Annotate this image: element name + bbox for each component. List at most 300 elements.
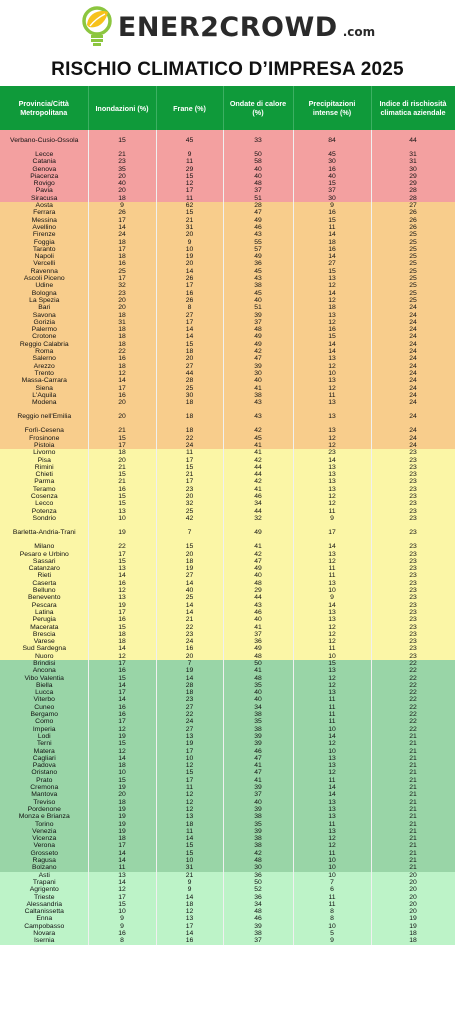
cell-risk-index: 23: [371, 631, 455, 638]
cell-heatwaves: 34: [223, 500, 293, 507]
cell-heavy-rain: 13: [293, 828, 371, 835]
cell-heatwaves: 50: [223, 660, 293, 667]
cell-floods: 12: [88, 587, 156, 594]
cell-risk-index: 22: [371, 689, 455, 696]
cell-heavy-rain: 9: [293, 515, 371, 522]
cell-floods: 16: [88, 392, 156, 399]
cell-heavy-rain: 13: [293, 464, 371, 471]
cell-heavy-rain: 11: [293, 696, 371, 703]
cell-risk-index: 20: [371, 879, 455, 886]
cell-landslides: 20: [156, 231, 223, 238]
cell-landslides: 12: [156, 791, 223, 798]
table-row: [0, 791, 455, 798]
cell-province: Gorizia: [0, 319, 88, 326]
cell-heavy-rain: 12: [293, 682, 371, 689]
cell-landslides: 11: [156, 158, 223, 165]
cell-heavy-rain: 16: [293, 209, 371, 216]
cell-province: Pescara: [0, 602, 88, 609]
cell-heavy-rain: 12: [293, 624, 371, 631]
cell-heatwaves: 37: [223, 631, 293, 638]
table-row: [0, 675, 455, 682]
table-row: [0, 828, 455, 835]
cell-floods: 19: [88, 821, 156, 828]
table-row: [0, 872, 455, 879]
cell-risk-index: 23: [371, 580, 455, 587]
cell-floods: 9: [88, 923, 156, 930]
cell-landslides: 17: [156, 319, 223, 326]
cell-province: Rieti: [0, 572, 88, 579]
cell-floods: 13: [88, 872, 156, 879]
cell-landslides: 14: [156, 930, 223, 937]
cell-heavy-rain: 13: [293, 312, 371, 319]
cell-risk-index: 20: [371, 872, 455, 879]
cell-landslides: 13: [156, 915, 223, 922]
table-row: [0, 363, 455, 370]
cell-heatwaves: 39: [223, 828, 293, 835]
table-row: [0, 638, 455, 645]
table-row: [0, 187, 455, 194]
lightbulb-leaf-icon: [80, 5, 114, 49]
cell-floods: 19: [88, 813, 156, 820]
cell-landslides: 16: [156, 290, 223, 297]
header-landslides: Frane (%): [156, 86, 223, 130]
cell-landslides: 27: [156, 726, 223, 733]
cell-landslides: 24: [156, 442, 223, 449]
cell-province: Mantova: [0, 791, 88, 798]
cell-heavy-rain: 13: [293, 689, 371, 696]
cell-landslides: 24: [156, 718, 223, 725]
cell-heatwaves: 39: [223, 312, 293, 319]
cell-heatwaves: 44: [223, 464, 293, 471]
cell-landslides: 9: [156, 879, 223, 886]
cell-province: Pesaro e Urbino: [0, 551, 88, 558]
cell-province: Viterbo: [0, 696, 88, 703]
cell-floods: 22: [88, 348, 156, 355]
cell-heatwaves: 47: [223, 355, 293, 362]
cell-risk-index: 23: [371, 500, 455, 507]
cell-province: Ragusa: [0, 857, 88, 864]
cell-risk-index: 21: [371, 769, 455, 776]
cell-heavy-rain: 37: [293, 187, 371, 194]
cell-heavy-rain: 14: [293, 543, 371, 550]
cell-floods: 9: [88, 202, 156, 209]
table-row: [0, 399, 455, 406]
table-row: [0, 631, 455, 638]
cell-heatwaves: 46: [223, 748, 293, 755]
cell-floods: 16: [88, 616, 156, 623]
cell-landslides: 12: [156, 806, 223, 813]
table-row: [0, 704, 455, 711]
table-row: [0, 435, 455, 442]
cell-heavy-rain: 30: [293, 195, 371, 202]
cell-landslides: 40: [156, 587, 223, 594]
cell-heatwaves: 33: [223, 130, 293, 151]
cell-province: Alessandria: [0, 901, 88, 908]
cell-heavy-rain: 12: [293, 842, 371, 849]
table-row: [0, 312, 455, 319]
table-row: [0, 565, 455, 572]
table-row: [0, 886, 455, 893]
cell-risk-index: 19: [371, 923, 455, 930]
cell-province: Bologna: [0, 290, 88, 297]
cell-landslides: 19: [156, 565, 223, 572]
cell-heavy-rain: 16: [293, 166, 371, 173]
cell-heatwaves: 49: [223, 253, 293, 260]
cell-landslides: 30: [156, 392, 223, 399]
cell-heavy-rain: 16: [293, 326, 371, 333]
table-row: [0, 748, 455, 755]
cell-heatwaves: 47: [223, 558, 293, 565]
cell-province: Sud Sardegna: [0, 645, 88, 652]
cell-province: Caltanissetta: [0, 908, 88, 915]
cell-landslides: 21: [156, 872, 223, 879]
cell-floods: 16: [88, 930, 156, 937]
cell-risk-index: 22: [371, 726, 455, 733]
cell-floods: 19: [88, 602, 156, 609]
cell-floods: 15: [88, 435, 156, 442]
cell-heavy-rain: 13: [293, 806, 371, 813]
cell-floods: 11: [88, 864, 156, 871]
cell-risk-index: 22: [371, 718, 455, 725]
cell-risk-index: 18: [371, 930, 455, 937]
cell-heavy-rain: 13: [293, 799, 371, 806]
cell-province: Grosseto: [0, 850, 88, 857]
cell-province: Torino: [0, 821, 88, 828]
cell-heavy-rain: 12: [293, 769, 371, 776]
cell-heatwaves: 40: [223, 377, 293, 384]
cell-risk-index: 25: [371, 275, 455, 282]
cell-floods: 9: [88, 915, 156, 922]
cell-province: Vercelli: [0, 260, 88, 267]
cell-province: Agrigento: [0, 886, 88, 893]
cell-risk-index: 21: [371, 733, 455, 740]
cell-risk-index: 24: [371, 355, 455, 362]
cell-province: La Spezia: [0, 297, 88, 304]
table-row: [0, 195, 455, 202]
cell-floods: 26: [88, 209, 156, 216]
cell-landslides: 25: [156, 594, 223, 601]
cell-risk-index: 24: [371, 370, 455, 377]
table-row: [0, 660, 455, 667]
table-row: [0, 653, 455, 660]
cell-heatwaves: 40: [223, 572, 293, 579]
cell-risk-index: 24: [371, 326, 455, 333]
table-row: [0, 850, 455, 857]
cell-risk-index: 23: [371, 594, 455, 601]
cell-province: Lodi: [0, 733, 88, 740]
cell-floods: 18: [88, 253, 156, 260]
cell-floods: 18: [88, 631, 156, 638]
cell-heatwaves: 35: [223, 682, 293, 689]
cell-heavy-rain: 14: [293, 290, 371, 297]
cell-floods: 17: [88, 609, 156, 616]
cell-risk-index: 23: [371, 515, 455, 522]
cell-province: Rimini: [0, 464, 88, 471]
cell-heatwaves: 36: [223, 260, 293, 267]
cell-floods: 15: [88, 624, 156, 631]
cell-floods: 18: [88, 333, 156, 340]
cell-risk-index: 24: [371, 406, 455, 427]
table-row: [0, 667, 455, 674]
cell-risk-index: 24: [371, 363, 455, 370]
cell-floods: 22: [88, 543, 156, 550]
cell-landslides: 45: [156, 130, 223, 151]
cell-heatwaves: 52: [223, 886, 293, 893]
cell-province: Pisa: [0, 457, 88, 464]
cell-heavy-rain: 13: [293, 377, 371, 384]
table-row: [0, 151, 455, 158]
cell-floods: 20: [88, 187, 156, 194]
cell-risk-index: 21: [371, 784, 455, 791]
cell-province: Treviso: [0, 799, 88, 806]
cell-heavy-rain: 13: [293, 551, 371, 558]
table-row: [0, 923, 455, 930]
cell-province: Reggio Calabria: [0, 341, 88, 348]
table-row: [0, 551, 455, 558]
cell-heatwaves: 37: [223, 937, 293, 944]
cell-heatwaves: 41: [223, 449, 293, 456]
cell-province: Bergamo: [0, 711, 88, 718]
table-row: [0, 464, 455, 471]
cell-heavy-rain: 27: [293, 260, 371, 267]
cell-floods: 16: [88, 486, 156, 493]
cell-landslides: 9: [156, 239, 223, 246]
cell-landslides: 18: [156, 399, 223, 406]
cell-landslides: 10: [156, 755, 223, 762]
cell-risk-index: 25: [371, 260, 455, 267]
cell-landslides: 17: [156, 478, 223, 485]
cell-landslides: 11: [156, 449, 223, 456]
cell-province: Napoli: [0, 253, 88, 260]
table-row: [0, 682, 455, 689]
cell-floods: 14: [88, 572, 156, 579]
cell-floods: 15: [88, 901, 156, 908]
cell-risk-index: 23: [371, 565, 455, 572]
cell-risk-index: 23: [371, 624, 455, 631]
cell-province: Lucca: [0, 689, 88, 696]
cell-floods: 18: [88, 195, 156, 202]
cell-heatwaves: 38: [223, 842, 293, 849]
table-row: [0, 937, 455, 944]
cell-floods: 21: [88, 478, 156, 485]
cell-heatwaves: 38: [223, 813, 293, 820]
cell-landslides: 23: [156, 631, 223, 638]
cell-landslides: 23: [156, 486, 223, 493]
table-row: [0, 777, 455, 784]
cell-risk-index: 24: [371, 333, 455, 340]
cell-heatwaves: 39: [223, 733, 293, 740]
cell-heatwaves: 48: [223, 857, 293, 864]
cell-province: Ascoli Piceno: [0, 275, 88, 282]
table-row: [0, 755, 455, 762]
table-row: [0, 297, 455, 304]
cell-heatwaves: 51: [223, 304, 293, 311]
cell-landslides: 14: [156, 580, 223, 587]
cell-heatwaves: 43: [223, 399, 293, 406]
table-row: [0, 290, 455, 297]
cell-risk-index: 21: [371, 755, 455, 762]
cell-heatwaves: 38: [223, 835, 293, 842]
cell-province: L'Aquila: [0, 392, 88, 399]
cell-risk-index: 23: [371, 522, 455, 543]
cell-heatwaves: 51: [223, 195, 293, 202]
cell-floods: 18: [88, 239, 156, 246]
cell-heatwaves: 50: [223, 879, 293, 886]
table-row: [0, 515, 455, 522]
cell-heavy-rain: 10: [293, 370, 371, 377]
cell-floods: 16: [88, 355, 156, 362]
cell-landslides: 19: [156, 740, 223, 747]
cell-heavy-rain: 14: [293, 784, 371, 791]
cell-heatwaves: 28: [223, 202, 293, 209]
cell-risk-index: 24: [371, 385, 455, 392]
cell-risk-index: 21: [371, 813, 455, 820]
cell-landslides: 18: [156, 821, 223, 828]
cell-heatwaves: 39: [223, 923, 293, 930]
cell-heatwaves: 32: [223, 515, 293, 522]
cell-landslides: 20: [156, 551, 223, 558]
cell-risk-index: 21: [371, 850, 455, 857]
cell-province: Macerata: [0, 624, 88, 631]
cell-province: Udine: [0, 282, 88, 289]
cell-province: Venezia: [0, 828, 88, 835]
cell-province: Trapani: [0, 879, 88, 886]
cell-heatwaves: 41: [223, 543, 293, 550]
cell-heavy-rain: 11: [293, 821, 371, 828]
table-row: [0, 616, 455, 623]
cell-province: Rovigo: [0, 180, 88, 187]
cell-heavy-rain: 12: [293, 363, 371, 370]
cell-heatwaves: 46: [223, 915, 293, 922]
cell-landslides: 42: [156, 515, 223, 522]
cell-province: Roma: [0, 348, 88, 355]
table-row: [0, 522, 455, 543]
cell-heatwaves: 48: [223, 326, 293, 333]
cell-heavy-rain: 13: [293, 471, 371, 478]
table-row: [0, 209, 455, 216]
cell-risk-index: 24: [371, 312, 455, 319]
cell-heatwaves: 29: [223, 587, 293, 594]
cell-heatwaves: 45: [223, 268, 293, 275]
cell-risk-index: 21: [371, 748, 455, 755]
cell-risk-index: 23: [371, 508, 455, 515]
cell-heavy-rain: 12: [293, 435, 371, 442]
cell-landslides: 17: [156, 923, 223, 930]
cell-risk-index: 25: [371, 282, 455, 289]
cell-province: Foggia: [0, 239, 88, 246]
cell-risk-index: 21: [371, 828, 455, 835]
header-province: Provincia/Città Metropolitana: [0, 86, 88, 130]
cell-risk-index: 28: [371, 195, 455, 202]
cell-heavy-rain: 10: [293, 587, 371, 594]
cell-landslides: 20: [156, 355, 223, 362]
cell-heavy-rain: 11: [293, 392, 371, 399]
table-row: [0, 908, 455, 915]
cell-floods: 17: [88, 442, 156, 449]
cell-landslides: 11: [156, 784, 223, 791]
cell-heavy-rain: 13: [293, 609, 371, 616]
cell-landslides: 15: [156, 209, 223, 216]
cell-floods: 20: [88, 297, 156, 304]
cell-province: Parma: [0, 478, 88, 485]
table-row: [0, 166, 455, 173]
cell-heavy-rain: 9: [293, 937, 371, 944]
table-header-row: [0, 86, 455, 130]
cell-heavy-rain: 13: [293, 355, 371, 362]
cell-landslides: 18: [156, 689, 223, 696]
cell-heatwaves: 49: [223, 217, 293, 224]
cell-province: Siena: [0, 385, 88, 392]
cell-landslides: 27: [156, 572, 223, 579]
cell-landslides: 17: [156, 187, 223, 194]
cell-landslides: 22: [156, 711, 223, 718]
table-row: [0, 224, 455, 231]
cell-landslides: 14: [156, 326, 223, 333]
cell-heavy-rain: 12: [293, 500, 371, 507]
table-row: [0, 268, 455, 275]
cell-heavy-rain: 18: [293, 239, 371, 246]
cell-province: Arezzo: [0, 363, 88, 370]
cell-heatwaves: 37: [223, 319, 293, 326]
cell-province: Teramo: [0, 486, 88, 493]
table-row: [0, 319, 455, 326]
cell-heatwaves: 43: [223, 275, 293, 282]
table-row: [0, 173, 455, 180]
cell-risk-index: 24: [371, 392, 455, 399]
cell-landslides: 12: [156, 762, 223, 769]
cell-heatwaves: 50: [223, 151, 293, 158]
cell-risk-index: 25: [371, 253, 455, 260]
cell-landslides: 62: [156, 202, 223, 209]
cell-landslides: 17: [156, 777, 223, 784]
cell-heavy-rain: 14: [293, 341, 371, 348]
cell-heavy-rain: 12: [293, 442, 371, 449]
cell-floods: 18: [88, 449, 156, 456]
table-row: [0, 645, 455, 652]
cell-floods: 31: [88, 319, 156, 326]
cell-heavy-rain: 45: [293, 151, 371, 158]
cell-landslides: 19: [156, 253, 223, 260]
header-heatwaves: Ondate di calore (%): [223, 86, 293, 130]
table-row: [0, 718, 455, 725]
cell-risk-index: 18: [371, 937, 455, 944]
table-row: [0, 508, 455, 515]
cell-risk-index: 25: [371, 268, 455, 275]
cell-heavy-rain: 13: [293, 755, 371, 762]
header-floods: Inondazioni (%): [88, 86, 156, 130]
table-row: [0, 341, 455, 348]
cell-heavy-rain: 10: [293, 923, 371, 930]
cell-floods: 18: [88, 799, 156, 806]
cell-risk-index: 23: [371, 587, 455, 594]
table-row: [0, 471, 455, 478]
cell-heatwaves: 40: [223, 696, 293, 703]
cell-heavy-rain: 17: [293, 522, 371, 543]
table-row: [0, 835, 455, 842]
cell-heavy-rain: 40: [293, 173, 371, 180]
cell-heavy-rain: 12: [293, 385, 371, 392]
cell-risk-index: 24: [371, 319, 455, 326]
cell-risk-index: 21: [371, 842, 455, 849]
cell-heatwaves: 38: [223, 711, 293, 718]
cell-heavy-rain: 11: [293, 718, 371, 725]
cell-province: Firenze: [0, 231, 88, 238]
cell-floods: 15: [88, 777, 156, 784]
cell-floods: 14: [88, 377, 156, 384]
cell-province: Savona: [0, 312, 88, 319]
table-row: [0, 180, 455, 187]
cell-province: Verbano-Cusio-Ossola: [0, 130, 88, 151]
